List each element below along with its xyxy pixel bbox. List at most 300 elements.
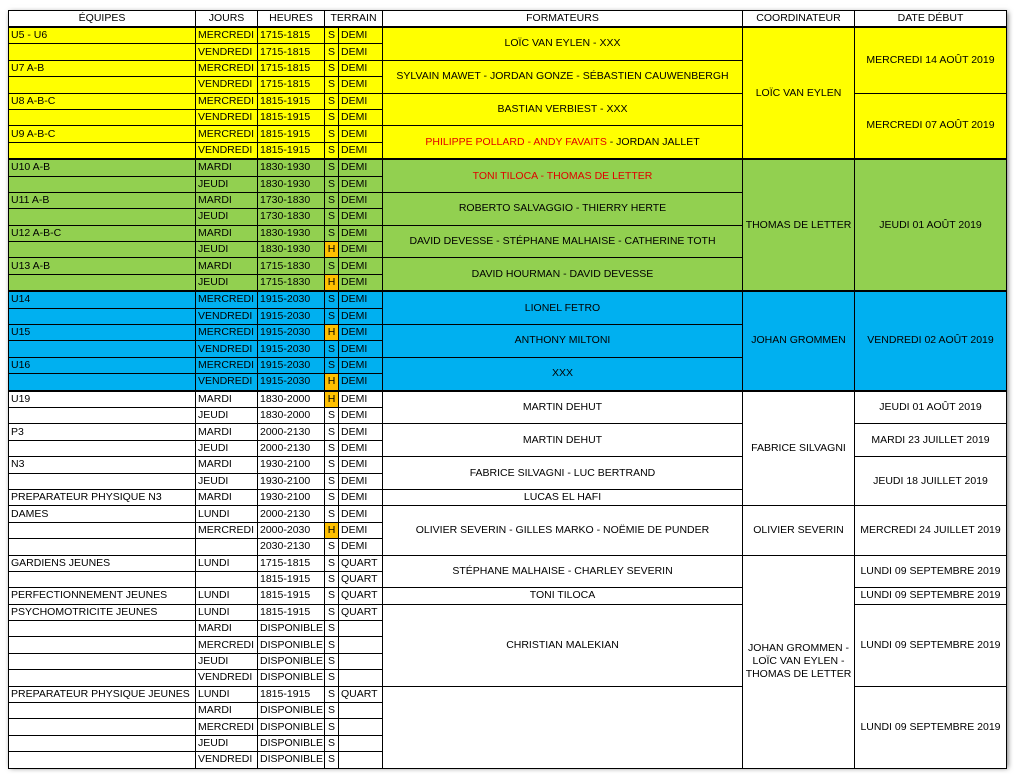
date-debut-cell[interactable]: MERCREDI 14 AOÛT 2019 bbox=[855, 27, 1007, 93]
terrain-type-cell[interactable]: H bbox=[325, 274, 339, 291]
formateurs-cell[interactable] bbox=[383, 225, 743, 258]
terrain-type-cell[interactable]: S bbox=[325, 637, 339, 653]
date-debut-cell[interactable]: JEUDI 18 JUILLET 2019 bbox=[855, 457, 1007, 506]
terrain-size-cell[interactable]: DEMI bbox=[339, 159, 383, 176]
hours-cell[interactable]: 1815-1915 bbox=[258, 109, 325, 125]
team-cell[interactable] bbox=[9, 522, 196, 538]
hours-cell[interactable]: 1715-1830 bbox=[258, 274, 325, 291]
formateurs-cell[interactable] bbox=[383, 424, 743, 457]
terrain-size-cell[interactable]: DEMI bbox=[339, 60, 383, 76]
terrain-size-cell[interactable]: DEMI bbox=[339, 77, 383, 93]
terrain-size-cell[interactable]: DEMI bbox=[339, 489, 383, 505]
hours-cell[interactable]: 1830-1930 bbox=[258, 159, 325, 176]
terrain-size-cell[interactable]: DEMI bbox=[339, 27, 383, 44]
terrain-type-cell[interactable]: S bbox=[325, 653, 339, 669]
coordinateur-line: THOMAS DE LETTER bbox=[745, 668, 852, 681]
terrain-size-cell[interactable]: DEMI bbox=[339, 192, 383, 208]
day-cell[interactable]: MERCREDI bbox=[196, 637, 258, 653]
coordinateur-cell[interactable] bbox=[743, 159, 855, 291]
terrain-type-cell[interactable]: S bbox=[325, 27, 339, 44]
table-row bbox=[9, 506, 1007, 522]
terrain-type-cell[interactable]: H bbox=[325, 325, 339, 341]
hours-cell[interactable]: 1815-1915 bbox=[258, 126, 325, 142]
terrain-size-cell[interactable]: DEMI bbox=[339, 109, 383, 125]
team-cell[interactable]: GARDIENS JEUNES bbox=[9, 555, 196, 571]
terrain-type-cell[interactable]: S bbox=[325, 719, 339, 735]
team-cell[interactable]: U7 A-B bbox=[9, 60, 196, 76]
day-cell[interactable]: LUNDI bbox=[196, 588, 258, 604]
terrain-size-cell[interactable]: DEMI bbox=[339, 440, 383, 456]
terrain-size-cell[interactable]: DEMI bbox=[339, 274, 383, 291]
team-cell[interactable]: U13 A-B bbox=[9, 258, 196, 274]
team-cell[interactable] bbox=[9, 473, 196, 489]
hours-cell[interactable]: DISPONIBLE bbox=[258, 703, 325, 719]
header-equipes[interactable]: ÉQUIPES bbox=[9, 11, 196, 28]
team-cell[interactable]: U8 A-B-C bbox=[9, 93, 196, 109]
team-cell[interactable] bbox=[9, 176, 196, 192]
terrain-type-cell[interactable]: S bbox=[325, 225, 339, 241]
date-debut-cell[interactable]: VENDREDI 02 AOÛT 2019 bbox=[855, 291, 1007, 390]
hours-cell[interactable]: 1715-1830 bbox=[258, 258, 325, 274]
team-cell[interactable] bbox=[9, 308, 196, 324]
terrain-size-cell[interactable]: DEMI bbox=[339, 225, 383, 241]
day-cell[interactable]: VENDREDI bbox=[196, 752, 258, 768]
day-cell[interactable] bbox=[196, 571, 258, 587]
terrain-size-cell[interactable]: DEMI bbox=[339, 176, 383, 192]
team-cell[interactable]: PREPARATEUR PHYSIQUE N3 bbox=[9, 489, 196, 505]
day-cell[interactable]: MARDI bbox=[196, 225, 258, 241]
formateurs-cell[interactable] bbox=[383, 159, 743, 192]
day-cell[interactable]: JEUDI bbox=[196, 440, 258, 456]
header-terrain[interactable]: TERRAIN bbox=[325, 11, 383, 28]
day-cell[interactable]: JEUDI bbox=[196, 407, 258, 423]
team-cell[interactable] bbox=[9, 752, 196, 768]
terrain-type-cell[interactable]: S bbox=[325, 93, 339, 109]
day-cell[interactable]: JEUDI bbox=[196, 735, 258, 751]
hours-cell[interactable]: 1830-1930 bbox=[258, 225, 325, 241]
terrain-type-cell[interactable]: S bbox=[325, 571, 339, 587]
team-cell[interactable] bbox=[9, 44, 196, 60]
terrain-type-cell[interactable]: S bbox=[325, 109, 339, 125]
team-cell[interactable]: DAMES bbox=[9, 506, 196, 522]
day-cell[interactable]: MERCREDI bbox=[196, 522, 258, 538]
day-cell[interactable]: MARDI bbox=[196, 703, 258, 719]
terrain-size-cell[interactable]: DEMI bbox=[339, 424, 383, 440]
day-cell[interactable]: VENDREDI bbox=[196, 142, 258, 159]
formateurs-cell[interactable] bbox=[383, 325, 743, 358]
terrain-size-cell[interactable]: QUART bbox=[339, 604, 383, 620]
terrain-type-cell[interactable]: S bbox=[325, 670, 339, 686]
coordinateur-line: JOHAN GROMMEN bbox=[751, 334, 846, 347]
terrain-size-cell[interactable]: DEMI bbox=[339, 209, 383, 225]
hours-cell[interactable]: 1715-1815 bbox=[258, 27, 325, 44]
team-cell[interactable] bbox=[9, 142, 196, 159]
date-debut-cell[interactable]: LUNDI 09 SEPTEMBRE 2019 bbox=[855, 686, 1007, 768]
header-date-debut[interactable]: DATE DÉBUT bbox=[855, 11, 1007, 28]
team-cell[interactable] bbox=[9, 670, 196, 686]
terrain-size-cell[interactable]: DEMI bbox=[339, 522, 383, 538]
formateurs-cell[interactable] bbox=[383, 93, 743, 126]
terrain-type-cell[interactable]: S bbox=[325, 176, 339, 192]
header-jours[interactable]: JOURS bbox=[196, 11, 258, 28]
day-cell[interactable]: MARDI bbox=[196, 258, 258, 274]
hours-cell[interactable]: 1815-1915 bbox=[258, 93, 325, 109]
terrain-type-cell[interactable]: S bbox=[325, 142, 339, 159]
terrain-size-cell[interactable]: DEMI bbox=[339, 539, 383, 555]
date-debut-cell[interactable]: MERCREDI 07 AOÛT 2019 bbox=[855, 93, 1007, 159]
terrain-size-cell[interactable]: DEMI bbox=[339, 242, 383, 258]
day-cell[interactable]: MERCREDI bbox=[196, 126, 258, 142]
hours-cell[interactable]: 2000-2130 bbox=[258, 506, 325, 522]
header-row bbox=[9, 11, 1007, 28]
coordinateur-line: LOÏC VAN EYLEN - bbox=[752, 655, 845, 668]
formateurs-text: SYLVAIN MAWET - JORDAN GONZE - SÉBASTIEN CAUWENBERGH bbox=[396, 70, 729, 83]
team-cell[interactable]: U10 A-B bbox=[9, 159, 196, 176]
header-formateurs[interactable]: FORMATEURS bbox=[383, 11, 743, 28]
formateurs-text: DAVID DEVESSE - STÉPHANE MALHAISE - CATHERINE TOTH bbox=[409, 235, 716, 248]
day-cell[interactable]: MARDI bbox=[196, 489, 258, 505]
terrain-type-cell[interactable]: S bbox=[325, 77, 339, 93]
day-cell[interactable]: VENDREDI bbox=[196, 308, 258, 324]
hours-cell[interactable]: 1830-1930 bbox=[258, 176, 325, 192]
terrain-type-cell[interactable]: S bbox=[325, 588, 339, 604]
day-cell[interactable]: MERCREDI bbox=[196, 325, 258, 341]
terrain-size-cell[interactable]: DEMI bbox=[339, 93, 383, 109]
hours-cell[interactable]: 1715-1815 bbox=[258, 555, 325, 571]
terrain-type-cell[interactable]: S bbox=[325, 159, 339, 176]
formateurs-cell[interactable] bbox=[383, 391, 743, 424]
day-cell[interactable]: MERCREDI bbox=[196, 93, 258, 109]
hours-cell[interactable]: 1830-2000 bbox=[258, 407, 325, 423]
date-debut-cell[interactable]: LUNDI 09 SEPTEMBRE 2019 bbox=[855, 604, 1007, 686]
hours-cell[interactable]: DISPONIBLE bbox=[258, 621, 325, 637]
formateurs-cell[interactable] bbox=[383, 258, 743, 291]
hours-cell[interactable]: 1830-2000 bbox=[258, 391, 325, 408]
terrain-type-cell[interactable]: H bbox=[325, 522, 339, 538]
terrain-type-cell[interactable]: S bbox=[325, 291, 339, 308]
terrain-type-cell[interactable]: S bbox=[325, 457, 339, 473]
formateurs-text: ANTHONY MILTONI bbox=[514, 334, 611, 347]
team-cell[interactable] bbox=[9, 571, 196, 587]
terrain-size-cell[interactable]: QUART bbox=[339, 555, 383, 571]
terrain-size-cell[interactable]: DEMI bbox=[339, 308, 383, 324]
day-cell[interactable]: LUNDI bbox=[196, 555, 258, 571]
hours-cell[interactable]: 1930-2100 bbox=[258, 457, 325, 473]
day-cell[interactable]: MERCREDI bbox=[196, 291, 258, 308]
table-row bbox=[9, 424, 1007, 440]
team-cell[interactable]: U19 bbox=[9, 391, 196, 408]
team-cell[interactable]: P3 bbox=[9, 424, 196, 440]
terrain-size-cell[interactable]: DEMI bbox=[339, 473, 383, 489]
hours-cell[interactable]: 1815-1915 bbox=[258, 588, 325, 604]
formateurs-text: LUCAS EL HAFI bbox=[523, 491, 602, 504]
terrain-type-cell[interactable]: S bbox=[325, 752, 339, 768]
date-debut-cell[interactable]: LUNDI 09 SEPTEMBRE 2019 bbox=[855, 588, 1007, 604]
day-cell[interactable]: JEUDI bbox=[196, 473, 258, 489]
terrain-size-cell[interactable]: QUART bbox=[339, 588, 383, 604]
coordinateur-line: FABRICE SILVAGNI bbox=[751, 441, 846, 454]
formateurs-cell[interactable] bbox=[383, 27, 743, 60]
hours-cell[interactable]: DISPONIBLE bbox=[258, 735, 325, 751]
terrain-size-cell[interactable]: DEMI bbox=[339, 44, 383, 60]
day-cell[interactable]: JEUDI bbox=[196, 176, 258, 192]
terrain-type-cell[interactable]: S bbox=[325, 126, 339, 142]
coordinateur-cell[interactable] bbox=[743, 27, 855, 159]
day-cell[interactable]: JEUDI bbox=[196, 274, 258, 291]
hours-cell[interactable]: 1715-1815 bbox=[258, 60, 325, 76]
table-body bbox=[9, 27, 1007, 768]
terrain-type-cell[interactable]: S bbox=[325, 506, 339, 522]
header-heures[interactable]: HEURES bbox=[258, 11, 325, 28]
team-cell[interactable] bbox=[9, 407, 196, 423]
date-debut-cell[interactable]: MERCREDI 24 JUILLET 2019 bbox=[855, 506, 1007, 555]
hours-cell[interactable]: 1915-2030 bbox=[258, 357, 325, 373]
terrain-type-cell[interactable]: S bbox=[325, 621, 339, 637]
team-cell[interactable] bbox=[9, 374, 196, 391]
team-cell[interactable] bbox=[9, 77, 196, 93]
terrain-size-cell[interactable] bbox=[339, 719, 383, 735]
team-cell[interactable]: U9 A-B-C bbox=[9, 126, 196, 142]
terrain-size-cell[interactable] bbox=[339, 703, 383, 719]
day-cell[interactable]: LUNDI bbox=[196, 686, 258, 702]
date-debut-cell[interactable]: JEUDI 01 AOÛT 2019 bbox=[855, 159, 1007, 291]
team-cell[interactable]: U16 bbox=[9, 357, 196, 373]
terrain-type-cell[interactable]: H bbox=[325, 374, 339, 391]
coordinateur-cell[interactable] bbox=[743, 555, 855, 768]
team-cell[interactable] bbox=[9, 274, 196, 291]
team-cell[interactable] bbox=[9, 109, 196, 125]
coordinateur-line: THOMAS DE LETTER bbox=[745, 218, 852, 231]
day-cell[interactable]: JEUDI bbox=[196, 653, 258, 669]
hours-cell[interactable]: DISPONIBLE bbox=[258, 719, 325, 735]
terrain-type-cell[interactable]: S bbox=[325, 407, 339, 423]
hours-cell[interactable]: 2030-2130 bbox=[258, 539, 325, 555]
hours-cell[interactable]: DISPONIBLE bbox=[258, 752, 325, 768]
day-cell[interactable]: VENDREDI bbox=[196, 374, 258, 391]
terrain-size-cell[interactable]: DEMI bbox=[339, 341, 383, 357]
hours-cell[interactable]: 2000-2130 bbox=[258, 424, 325, 440]
hours-cell[interactable]: 2000-2130 bbox=[258, 440, 325, 456]
terrain-size-cell[interactable]: DEMI bbox=[339, 258, 383, 274]
terrain-size-cell[interactable] bbox=[339, 735, 383, 751]
team-cell[interactable] bbox=[9, 440, 196, 456]
table-row bbox=[9, 391, 1007, 408]
terrain-size-cell[interactable]: DEMI bbox=[339, 325, 383, 341]
formateurs-text: ROBERTO SALVAGGIO - THIERRY HERTE bbox=[458, 202, 667, 215]
hours-cell[interactable]: 1815-1915 bbox=[258, 571, 325, 587]
day-cell[interactable]: VENDREDI bbox=[196, 670, 258, 686]
terrain-type-cell[interactable]: S bbox=[325, 308, 339, 324]
terrain-size-cell[interactable]: DEMI bbox=[339, 126, 383, 142]
terrain-type-cell[interactable]: S bbox=[325, 357, 339, 373]
day-cell[interactable]: MERCREDI bbox=[196, 27, 258, 44]
team-cell[interactable]: U5 - U6 bbox=[9, 27, 196, 44]
terrain-size-cell[interactable]: DEMI bbox=[339, 374, 383, 391]
formateurs-text: FABRICE SILVAGNI - LUC BERTRAND bbox=[469, 466, 656, 479]
formateurs-text: TONI TILOCA bbox=[529, 589, 596, 602]
terrain-type-cell[interactable]: S bbox=[325, 440, 339, 456]
team-cell[interactable] bbox=[9, 637, 196, 653]
formateurs-text: BASTIAN VERBIEST - XXX bbox=[497, 102, 628, 115]
formateurs-text: LIONEL FETRO bbox=[524, 301, 601, 314]
team-cell[interactable] bbox=[9, 621, 196, 637]
team-cell[interactable] bbox=[9, 653, 196, 669]
terrain-type-cell[interactable]: S bbox=[325, 473, 339, 489]
day-cell[interactable]: MERCREDI bbox=[196, 719, 258, 735]
day-cell[interactable]: MARDI bbox=[196, 621, 258, 637]
formateurs-text: DAVID HOURMAN - DAVID DEVESSE bbox=[471, 267, 654, 280]
team-cell[interactable] bbox=[9, 703, 196, 719]
team-cell[interactable]: PSYCHOMOTRICITE JEUNES bbox=[9, 604, 196, 620]
team-cell[interactable]: PERFECTIONNEMENT JEUNES bbox=[9, 588, 196, 604]
hours-cell[interactable]: 2000-2030 bbox=[258, 522, 325, 538]
team-cell[interactable] bbox=[9, 719, 196, 735]
terrain-type-cell[interactable]: S bbox=[325, 60, 339, 76]
terrain-size-cell[interactable]: DEMI bbox=[339, 457, 383, 473]
day-cell[interactable]: MARDI bbox=[196, 424, 258, 440]
terrain-size-cell[interactable]: QUART bbox=[339, 571, 383, 587]
terrain-type-cell[interactable]: S bbox=[325, 555, 339, 571]
terrain-size-cell[interactable]: DEMI bbox=[339, 357, 383, 373]
day-cell[interactable]: MERCREDI bbox=[196, 60, 258, 76]
terrain-type-cell[interactable]: H bbox=[325, 391, 339, 408]
terrain-type-cell[interactable]: S bbox=[325, 424, 339, 440]
terrain-size-cell[interactable]: DEMI bbox=[339, 391, 383, 408]
hours-cell[interactable]: DISPONIBLE bbox=[258, 670, 325, 686]
day-cell[interactable]: JEUDI bbox=[196, 242, 258, 258]
terrain-size-cell[interactable]: DEMI bbox=[339, 142, 383, 159]
hours-cell[interactable]: 1930-2100 bbox=[258, 489, 325, 505]
terrain-size-cell[interactable] bbox=[339, 637, 383, 653]
formateurs-highlighted-text: TONI TILOCA - THOMAS DE LETTER bbox=[472, 169, 653, 182]
terrain-size-cell[interactable]: DEMI bbox=[339, 506, 383, 522]
formateurs-cell[interactable] bbox=[383, 686, 743, 768]
terrain-type-cell[interactable]: S bbox=[325, 258, 339, 274]
terrain-size-cell[interactable]: DEMI bbox=[339, 407, 383, 423]
team-cell[interactable]: U15 bbox=[9, 325, 196, 341]
formateurs-cell[interactable] bbox=[383, 357, 743, 390]
formateurs-text: - JORDAN JALLET bbox=[606, 135, 700, 148]
formateurs-text: STÉPHANE MALHAISE - CHARLEY SEVERIN bbox=[452, 564, 673, 577]
header-coordinateur[interactable]: COORDINATEUR bbox=[743, 11, 855, 28]
hours-cell[interactable]: 1915-2030 bbox=[258, 374, 325, 391]
terrain-type-cell[interactable]: S bbox=[325, 209, 339, 225]
team-cell[interactable] bbox=[9, 539, 196, 555]
day-cell[interactable]: LUNDI bbox=[196, 604, 258, 620]
team-cell[interactable] bbox=[9, 209, 196, 225]
formateurs-cell[interactable] bbox=[383, 291, 743, 324]
terrain-type-cell[interactable]: S bbox=[325, 703, 339, 719]
hours-cell[interactable]: 1915-2030 bbox=[258, 308, 325, 324]
terrain-type-cell[interactable]: S bbox=[325, 604, 339, 620]
hours-cell[interactable]: DISPONIBLE bbox=[258, 637, 325, 653]
day-cell[interactable]: MARDI bbox=[196, 192, 258, 208]
hours-cell[interactable]: 1715-1815 bbox=[258, 77, 325, 93]
coordinateur-cell[interactable] bbox=[743, 391, 855, 506]
terrain-size-cell[interactable] bbox=[339, 670, 383, 686]
team-cell[interactable]: U11 A-B bbox=[9, 192, 196, 208]
team-cell[interactable]: U14 bbox=[9, 291, 196, 308]
hours-cell[interactable]: 1915-2030 bbox=[258, 325, 325, 341]
terrain-size-cell[interactable] bbox=[339, 621, 383, 637]
hours-cell[interactable]: 1715-1815 bbox=[258, 44, 325, 60]
day-cell[interactable]: MARDI bbox=[196, 391, 258, 408]
terrain-type-cell[interactable]: S bbox=[325, 341, 339, 357]
formateurs-cell[interactable] bbox=[383, 604, 743, 686]
formateurs-cell[interactable] bbox=[383, 192, 743, 225]
terrain-type-cell[interactable]: S bbox=[325, 489, 339, 505]
formateurs-text: MARTIN DEHUT bbox=[522, 433, 603, 446]
formateurs-cell[interactable] bbox=[383, 588, 743, 604]
day-cell[interactable]: LUNDI bbox=[196, 506, 258, 522]
hours-cell[interactable]: 1830-1930 bbox=[258, 242, 325, 258]
day-cell[interactable]: JEUDI bbox=[196, 209, 258, 225]
day-cell[interactable]: VENDREDI bbox=[196, 44, 258, 60]
hours-cell[interactable]: 1915-2030 bbox=[258, 291, 325, 308]
spreadsheet bbox=[8, 10, 1006, 766]
coordinateur-cell[interactable] bbox=[743, 291, 855, 390]
day-cell[interactable]: VENDREDI bbox=[196, 109, 258, 125]
table-row bbox=[9, 27, 1007, 44]
day-cell[interactable] bbox=[196, 539, 258, 555]
day-cell[interactable]: MARDI bbox=[196, 159, 258, 176]
terrain-size-cell[interactable]: QUART bbox=[339, 686, 383, 702]
formateurs-cell[interactable] bbox=[383, 506, 743, 555]
hours-cell[interactable]: 1730-1830 bbox=[258, 209, 325, 225]
coordinateur-cell[interactable] bbox=[743, 506, 855, 555]
hours-cell[interactable]: 1815-1915 bbox=[258, 604, 325, 620]
terrain-type-cell[interactable]: H bbox=[325, 242, 339, 258]
team-cell[interactable] bbox=[9, 735, 196, 751]
formateurs-text: CHRISTIAN MALEKIAN bbox=[506, 638, 619, 651]
terrain-type-cell[interactable]: S bbox=[325, 686, 339, 702]
terrain-type-cell[interactable]: S bbox=[325, 44, 339, 60]
terrain-size-cell[interactable] bbox=[339, 752, 383, 768]
team-cell[interactable]: PREPARATEUR PHYSIQUE JEUNES bbox=[9, 686, 196, 702]
formateurs-cell[interactable] bbox=[383, 489, 743, 505]
hours-cell[interactable]: 1930-2100 bbox=[258, 473, 325, 489]
date-debut-cell[interactable]: MARDI 23 JUILLET 2019 bbox=[855, 424, 1007, 457]
team-cell[interactable] bbox=[9, 242, 196, 258]
table-row bbox=[9, 291, 1007, 308]
formateurs-cell[interactable] bbox=[383, 457, 743, 490]
hours-cell[interactable]: 1915-2030 bbox=[258, 341, 325, 357]
formateurs-cell[interactable] bbox=[383, 555, 743, 588]
hours-cell[interactable]: 1815-1915 bbox=[258, 142, 325, 159]
date-debut-cell[interactable]: LUNDI 09 SEPTEMBRE 2019 bbox=[855, 555, 1007, 588]
hours-cell[interactable]: DISPONIBLE bbox=[258, 653, 325, 669]
terrain-type-cell[interactable]: S bbox=[325, 539, 339, 555]
terrain-type-cell[interactable]: S bbox=[325, 735, 339, 751]
team-cell[interactable] bbox=[9, 341, 196, 357]
terrain-type-cell[interactable]: S bbox=[325, 192, 339, 208]
day-cell[interactable]: MERCREDI bbox=[196, 357, 258, 373]
hours-cell[interactable]: 1730-1830 bbox=[258, 192, 325, 208]
terrain-size-cell[interactable] bbox=[339, 653, 383, 669]
day-cell[interactable]: VENDREDI bbox=[196, 341, 258, 357]
team-cell[interactable]: N3 bbox=[9, 457, 196, 473]
date-debut-cell[interactable]: JEUDI 01 AOÛT 2019 bbox=[855, 391, 1007, 424]
formateurs-cell[interactable] bbox=[383, 126, 743, 159]
table-row bbox=[9, 93, 1007, 109]
day-cell[interactable]: VENDREDI bbox=[196, 77, 258, 93]
hours-cell[interactable]: 1815-1915 bbox=[258, 686, 325, 702]
table-row bbox=[9, 686, 1007, 702]
terrain-size-cell[interactable]: DEMI bbox=[339, 291, 383, 308]
day-cell[interactable]: MARDI bbox=[196, 457, 258, 473]
team-cell[interactable]: U12 A-B-C bbox=[9, 225, 196, 241]
formateurs-cell[interactable] bbox=[383, 60, 743, 93]
